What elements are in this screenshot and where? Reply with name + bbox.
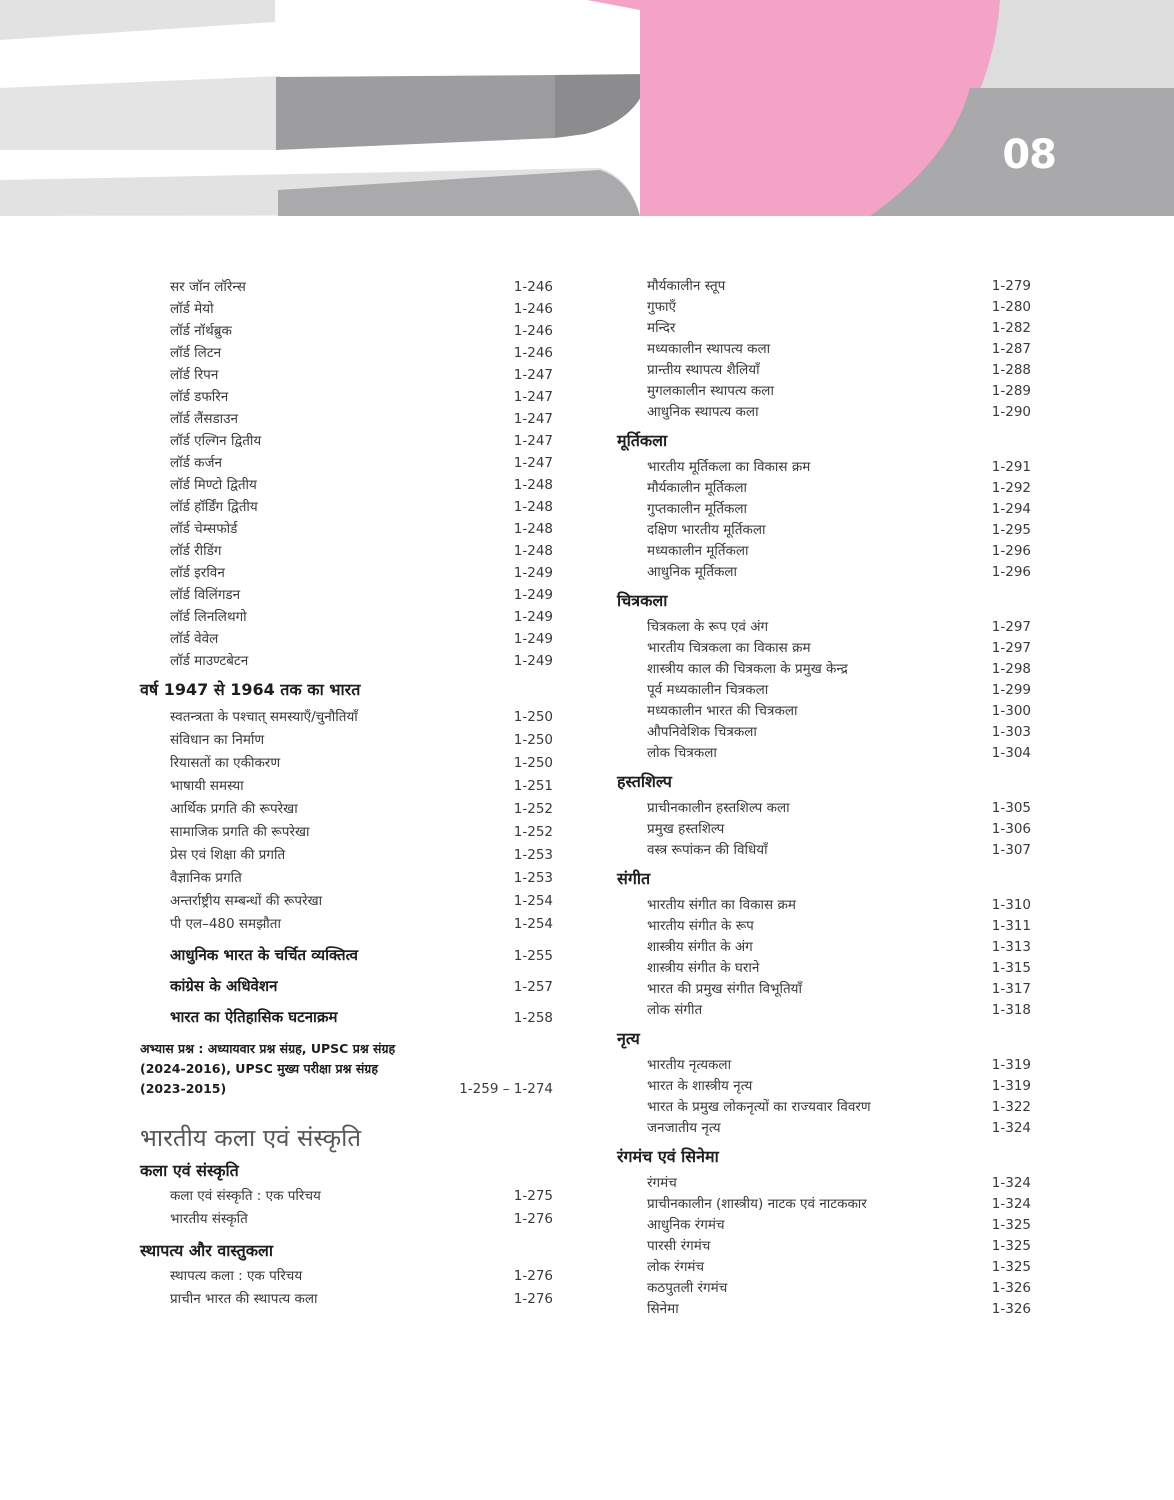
toc-entry-page: 1-255 — [513, 948, 553, 964]
toc-entry — [140, 867, 553, 890]
toc-entry-title: लॉर्ड मिण्टो द्वितीय — [170, 477, 257, 493]
toc-entry-page: 1-289 — [991, 383, 1031, 399]
toc-entry-page: 1-324 — [991, 1175, 1031, 1191]
toc-entry-page: 1-298 — [991, 661, 1031, 677]
toc-entry-title: मुगलकालीन स्थापत्य कला — [647, 383, 774, 399]
toc-entry-title: लॉर्ड कर्जन — [170, 455, 223, 471]
toc-entry-title: वस्त्र रूपांकन की विधियाँ — [647, 842, 768, 858]
toc-entry — [617, 1278, 1031, 1299]
toc-entry-page: 1-257 — [513, 979, 553, 995]
toc-entry-page: 1-251 — [513, 778, 553, 794]
toc-section — [617, 589, 1031, 764]
section-heading: चित्रकला — [617, 591, 668, 610]
toc-entry — [617, 1257, 1031, 1278]
toc-right-column — [617, 276, 1031, 1326]
toc-entry — [617, 541, 1031, 562]
toc-entry-page: 1-292 — [991, 480, 1031, 496]
toc-entry-page: 1-326 — [991, 1280, 1031, 1296]
section-heading: मूर्तिकला — [617, 431, 668, 450]
toc-entry-title: मौर्यकालीन स्तूप — [647, 278, 726, 294]
toc-entry-title: लॉर्ड हॉर्डिंग द्वितीय — [170, 499, 258, 515]
toc-entry-title: लॉर्ड नॉर्थब्रुक — [170, 323, 232, 339]
toc-entry-page: 1-246 — [513, 345, 553, 361]
section-heading: हस्तशिल्प — [617, 772, 672, 791]
section-heading: नृत्य — [617, 1029, 640, 1048]
toc-entry — [617, 297, 1031, 318]
toc-entry-title: आधुनिक मूर्तिकला — [647, 564, 738, 580]
toc-entry-page: 1-297 — [991, 619, 1031, 635]
toc-entry-title: प्रमुख हस्तशिल्प — [647, 821, 725, 837]
toc-entry-page: 1-249 — [513, 653, 553, 669]
toc-entry-page: 1-290 — [991, 404, 1031, 420]
toc-entry-page: 1-254 — [513, 916, 553, 932]
toc-entry-title: लॉर्ड लैंसडाउन — [170, 411, 239, 427]
toc-entry-page: 1-325 — [991, 1238, 1031, 1254]
toc-entry-page: 1-310 — [991, 897, 1031, 913]
toc-entry-title: मध्यकालीन स्थापत्य कला — [647, 341, 771, 357]
toc-entry-title: रियासतों का एकीकरण — [170, 755, 281, 771]
header-banner — [0, 0, 1174, 216]
toc-section — [617, 867, 1031, 1021]
toc-entry-title: भारतीय संगीत का विकास क्रम — [647, 897, 796, 913]
toc-entry-page: 1-246 — [513, 301, 553, 317]
toc-entry-page: 1-324 — [991, 1196, 1031, 1212]
toc-entry-title: लोक संगीत — [647, 1002, 703, 1018]
toc-entry-title: औपनिवेशिक चित्रकला — [647, 724, 757, 740]
toc-entry-page: 1-250 — [513, 755, 553, 771]
toc-entry — [140, 844, 553, 867]
toc-entry — [140, 474, 553, 496]
sub-heading: कला एवं संस्कृति — [140, 1161, 239, 1180]
toc-entry-page: 1-318 — [991, 1002, 1031, 1018]
toc-entry-page: 1-282 — [991, 320, 1031, 336]
toc-entry — [617, 798, 1031, 819]
toc-entry-page: 1-249 — [513, 565, 553, 581]
toc-entry — [617, 1076, 1031, 1097]
toc-entry-page: 1-326 — [991, 1301, 1031, 1317]
toc-entry-page: 1-303 — [991, 724, 1031, 740]
toc-entry-page: 1-276 — [513, 1211, 553, 1227]
toc-entry — [617, 617, 1031, 638]
art-sections — [617, 429, 1031, 1320]
toc-entry-page: 1-315 — [991, 960, 1031, 976]
toc-entry-title: भारत के शास्त्रीय नृत्य — [647, 1078, 753, 1094]
toc-entry — [617, 638, 1031, 659]
toc-entry-page: 1-276 — [513, 1291, 553, 1307]
toc-entry-page: 1-325 — [991, 1217, 1031, 1233]
toc-entry-title: प्रान्तीय स्थापत्य शैलियाँ — [647, 362, 760, 378]
toc-entry-title: अन्तर्राष्ट्रीय सम्बन्धों की रूपरेखा — [170, 893, 323, 909]
toc-entry-page: 1-276 — [513, 1268, 553, 1284]
toc-entry-title: सिनेमा — [647, 1301, 679, 1317]
toc-entry-title: प्राचीनकालीन हस्तशिल्प कला — [647, 800, 790, 816]
toc-entry-title: शास्त्रीय संगीत के अंग — [647, 939, 753, 955]
toc-entry — [617, 659, 1031, 680]
toc-entry — [617, 680, 1031, 701]
toc-entry-title: कांग्रेस के अधिवेशन — [170, 977, 278, 995]
toc-entry-page: 1-247 — [513, 455, 553, 471]
toc-entry-page: 1-304 — [991, 745, 1031, 761]
toc-entry-title: लॉर्ड माउण्टबेटन — [170, 653, 249, 669]
toc-entry — [140, 1265, 553, 1288]
toc-entry — [140, 298, 553, 320]
toc-entry-title: पी एल–480 समझौता — [170, 916, 281, 932]
toc-entry-page: 1-291 — [991, 459, 1031, 475]
toc-entry-title: आधुनिक रंगमंच — [647, 1217, 725, 1233]
toc-entry — [617, 381, 1031, 402]
toc-entry-title: लॉर्ड लिटन — [170, 345, 222, 361]
toc-entry — [617, 402, 1031, 423]
toc-entry-title: चित्रकला के रूप एवं अंग — [647, 619, 769, 635]
toc-entry-title: कला एवं संस्कृति : एक परिचय — [170, 1188, 321, 1204]
toc-entry-title: लॉर्ड विलिंगडन — [170, 587, 241, 603]
toc-entry — [617, 1299, 1031, 1320]
toc-entry-title: भारतीय संगीत के रूप — [647, 918, 754, 934]
toc-entry-page: 1-247 — [513, 411, 553, 427]
toc-entry — [617, 1215, 1031, 1236]
toc-entry-title: प्राचीनकालीन (शास्त्रीय) नाटक एवं नाटककार — [647, 1196, 867, 1212]
toc-entry — [140, 606, 553, 628]
toc-entry-title: भारतीय नृत्यकला — [647, 1057, 732, 1073]
toc-entry — [140, 971, 553, 1002]
practice-questions-pages: 1-259 – 1-274 — [459, 1081, 553, 1097]
toc-entry-page: 1-306 — [991, 821, 1031, 837]
toc-entry-page: 1-248 — [513, 543, 553, 559]
toc-entry — [140, 430, 553, 452]
toc-entry-title: लॉर्ड मेयो — [170, 301, 214, 317]
toc-entry-title: दक्षिण भारतीय मूर्तिकला — [647, 522, 766, 538]
toc-entry — [617, 840, 1031, 861]
toc-entry-title: प्राचीन भारत की स्थापत्य कला — [170, 1291, 318, 1307]
toc-entry-title: संविधान का निर्माण — [170, 732, 265, 748]
toc-entry-page: 1-247 — [513, 367, 553, 383]
toc-entry-page: 1-297 — [991, 640, 1031, 656]
toc-entry-page: 1-280 — [991, 299, 1031, 315]
toc-entry-page: 1-294 — [991, 501, 1031, 517]
toc-entry — [140, 706, 553, 729]
toc-entry-page: 1-275 — [513, 1188, 553, 1204]
section-heading: रंगमंच एवं सिनेमा — [617, 1147, 719, 1166]
toc-entry — [140, 821, 553, 844]
toc-entry-title: मध्यकालीन मूर्तिकला — [647, 543, 749, 559]
toc-entry-page: 1-296 — [991, 564, 1031, 580]
toc-left-column — [140, 276, 553, 1311]
toc-entry-page: 1-305 — [991, 800, 1031, 816]
toc-entry-title: भाषायी समस्या — [170, 778, 244, 794]
toc-entry-title: प्रेस एवं शिक्षा की प्रगति — [170, 847, 286, 863]
section-heading: वर्ष 1947 से 1964 तक का भारत — [140, 680, 361, 699]
toc-entry — [140, 342, 553, 364]
toc-entry — [617, 937, 1031, 958]
toc-entry — [617, 743, 1031, 764]
toc-entry — [617, 819, 1031, 840]
toc-entry-page: 1-311 — [991, 918, 1031, 934]
toc-entry — [617, 916, 1031, 937]
toc-entry — [140, 940, 553, 971]
toc-entry-title: लॉर्ड डफरिन — [170, 389, 229, 405]
toc-entry-page: 1-324 — [991, 1120, 1031, 1136]
toc-entry-title: शास्त्रीय संगीत के घराने — [647, 960, 760, 976]
toc-entry — [140, 320, 553, 342]
toc-entry-page: 1-325 — [991, 1259, 1031, 1275]
toc-entry-title: लॉर्ड वेवेल — [170, 631, 219, 647]
toc-entry-page: 1-249 — [513, 587, 553, 603]
toc-entry — [617, 979, 1031, 1000]
practice-questions-title: अभ्यास प्रश्न : अध्यायवार प्रश्न संग्रह, UPSC प्रश्न संग्रह (2024-2016), UPSC मुख्य परीक्षा प्रश्न संग्रह (2023-2015) — [140, 1041, 396, 1096]
toc-entry — [617, 722, 1031, 743]
toc-entry — [617, 1000, 1031, 1021]
toc-entry — [140, 518, 553, 540]
toc-entry — [617, 1194, 1031, 1215]
toc-entry-title: लोक चित्रकला — [647, 745, 717, 761]
toc-entry — [617, 1173, 1031, 1194]
toc-entry-title: लोक रंगमंच — [647, 1259, 705, 1275]
toc-entry-title: पारसी रंगमंच — [647, 1238, 711, 1254]
toc-entry-page: 1-258 — [513, 1010, 553, 1026]
toc-entry — [140, 729, 553, 752]
toc-entry-page: 1-300 — [991, 703, 1031, 719]
toc-entry — [140, 496, 553, 518]
toc-entry-page: 1-254 — [513, 893, 553, 909]
toc-entry-page: 1-253 — [513, 870, 553, 886]
toc-entry-page: 1-296 — [991, 543, 1031, 559]
toc-entry-page: 1-250 — [513, 709, 553, 725]
toc-entry-page: 1-319 — [991, 1057, 1031, 1073]
toc-entry — [140, 276, 553, 298]
toc-entry-page: 1-246 — [513, 323, 553, 339]
toc-entry-page: 1-313 — [991, 939, 1031, 955]
toc-entry-title: स्वतन्त्रता के पश्चात् समस्याएँ/चुनौतियाँ — [170, 709, 358, 725]
toc-section — [617, 429, 1031, 583]
toc-entry — [617, 318, 1031, 339]
toc-entry-title: आर्थिक प्रगति की रूपरेखा — [170, 801, 298, 817]
toc-entry-title: लॉर्ड इरविन — [170, 565, 225, 581]
toc-entry-title: पूर्व मध्यकालीन चित्रकला — [647, 682, 769, 698]
toc-entry-title: भारतीय मूर्तिकला का विकास क्रम — [647, 459, 811, 475]
toc-entry-page: 1-279 — [991, 278, 1031, 294]
toc-entry — [617, 478, 1031, 499]
toc-entry — [617, 1097, 1031, 1118]
toc-entry — [617, 276, 1031, 297]
governor-general-list — [140, 276, 553, 672]
toc-entry — [140, 1185, 553, 1208]
toc-entry-title: लॉर्ड एल्गिन द्वितीय — [170, 433, 262, 449]
toc-entry-page: 1-299 — [991, 682, 1031, 698]
page-number: 08 — [1002, 132, 1056, 178]
toc-entry — [617, 958, 1031, 979]
toc-entry — [617, 562, 1031, 583]
toc-entry-page: 1-252 — [513, 801, 553, 817]
toc-entry — [140, 752, 553, 775]
toc-entry-title: रंगमंच — [647, 1175, 677, 1191]
toc-entry-page: 1-295 — [991, 522, 1031, 538]
toc-entry-title: आधुनिक भारत के चर्चित व्यक्तित्व — [170, 946, 358, 964]
toc-entry-title: मन्दिर — [647, 320, 676, 336]
toc-entry-title: सर जॉन लॉरेन्स — [170, 279, 246, 295]
toc-entry-page: 1-250 — [513, 732, 553, 748]
toc-entry-page: 1-287 — [991, 341, 1031, 357]
toc-entry-page: 1-248 — [513, 499, 553, 515]
toc-entry-title: लॉर्ड लिनलिथगो — [170, 609, 247, 625]
toc-section — [617, 1145, 1031, 1320]
section-heading: संगीत — [617, 869, 651, 888]
toc-entry-page: 1-322 — [991, 1099, 1031, 1115]
toc-entry-title: लॉर्ड रिपन — [170, 367, 219, 383]
toc-entry-title: भारत का ऐतिहासिक घटनाक्रम — [170, 1008, 338, 1026]
toc-entry — [140, 628, 553, 650]
toc-entry — [617, 1118, 1031, 1139]
toc-entry-title: मध्यकालीन भारत की चित्रकला — [647, 703, 798, 719]
toc-entry — [617, 895, 1031, 916]
toc-entry — [617, 339, 1031, 360]
toc-entry — [140, 562, 553, 584]
toc-entry — [617, 701, 1031, 722]
toc-entry-page: 1-249 — [513, 631, 553, 647]
toc-entry — [617, 1236, 1031, 1257]
toc-entry — [140, 386, 553, 408]
toc-entry-title: मौर्यकालीन मूर्तिकला — [647, 480, 747, 496]
toc-entry-page: 1-317 — [991, 981, 1031, 997]
toc-entry — [140, 1288, 553, 1311]
toc-entry-page: 1-247 — [513, 433, 553, 449]
toc-entry-title: लॉर्ड रीडिंग — [170, 543, 222, 559]
art-culture-list — [140, 1185, 553, 1231]
major-topics-list — [140, 940, 553, 1033]
toc-entry — [140, 540, 553, 562]
toc-entry-title: भारतीय संस्कृति — [170, 1211, 248, 1227]
toc-entry-page: 1-252 — [513, 824, 553, 840]
toc-entry — [617, 499, 1031, 520]
part-title: भारतीय कला एवं संस्कृति — [140, 1124, 362, 1152]
architecture-continued-list — [617, 276, 1031, 423]
toc-entry-title: गुफाएँ — [647, 299, 676, 315]
practice-questions-entry — [140, 1039, 553, 1099]
toc-entry-title: भारत की प्रमुख संगीत विभूतियाँ — [647, 981, 802, 997]
toc-entry — [140, 1002, 553, 1033]
toc-entry-title: कठपुतली रंगमंच — [647, 1280, 728, 1296]
toc-entry — [140, 913, 553, 936]
toc-entry — [617, 360, 1031, 381]
toc-entry-page: 1-246 — [513, 279, 553, 295]
toc-entry-page: 1-307 — [991, 842, 1031, 858]
toc-entry-title: भारत के प्रमुख लोकनृत्यों का राज्यवार विवरण — [647, 1099, 871, 1115]
toc-section — [617, 1027, 1031, 1139]
toc-entry-page: 1-288 — [991, 362, 1031, 378]
toc-entry — [140, 364, 553, 386]
toc-entry — [140, 1208, 553, 1231]
toc-entry — [617, 457, 1031, 478]
architecture-list — [140, 1265, 553, 1311]
post-independence-list — [140, 706, 553, 936]
sub-heading: स्थापत्य और वास्तुकला — [140, 1241, 273, 1260]
abstract-header-graphic — [0, 0, 1174, 216]
toc-entry — [617, 1055, 1031, 1076]
toc-entry-title: सामाजिक प्रगति की रूपरेखा — [170, 824, 310, 840]
toc-entry — [140, 452, 553, 474]
toc-entry-title: स्थापत्य कला : एक परिचय — [170, 1268, 303, 1284]
toc-entry-title: शास्त्रीय काल की चित्रकला के प्रमुख केन्द्र — [647, 661, 848, 677]
toc-entry — [140, 798, 553, 821]
toc-entry-page: 1-247 — [513, 389, 553, 405]
toc-section — [617, 770, 1031, 861]
toc-entry-title: आधुनिक स्थापत्य कला — [647, 404, 759, 420]
toc-entry — [140, 650, 553, 672]
toc-entry — [140, 775, 553, 798]
toc-entry — [140, 584, 553, 606]
toc-entry-title: गुप्तकालीन मूर्तिकला — [647, 501, 748, 517]
toc-entry-title: लॉर्ड चेम्सफोर्ड — [170, 521, 238, 537]
toc-entry-page: 1-248 — [513, 477, 553, 493]
toc-entry-title: जनजातीय नृत्य — [647, 1120, 721, 1136]
toc-entry-page: 1-249 — [513, 609, 553, 625]
toc-entry-page: 1-253 — [513, 847, 553, 863]
toc-entry — [617, 520, 1031, 541]
toc-entry — [140, 408, 553, 430]
toc-entry-title: भारतीय चित्रकला का विकास क्रम — [647, 640, 811, 656]
toc-entry-title: वैज्ञानिक प्रगति — [170, 870, 242, 886]
toc-entry — [140, 890, 553, 913]
toc-entry-page: 1-248 — [513, 521, 553, 537]
toc-entry-page: 1-319 — [991, 1078, 1031, 1094]
